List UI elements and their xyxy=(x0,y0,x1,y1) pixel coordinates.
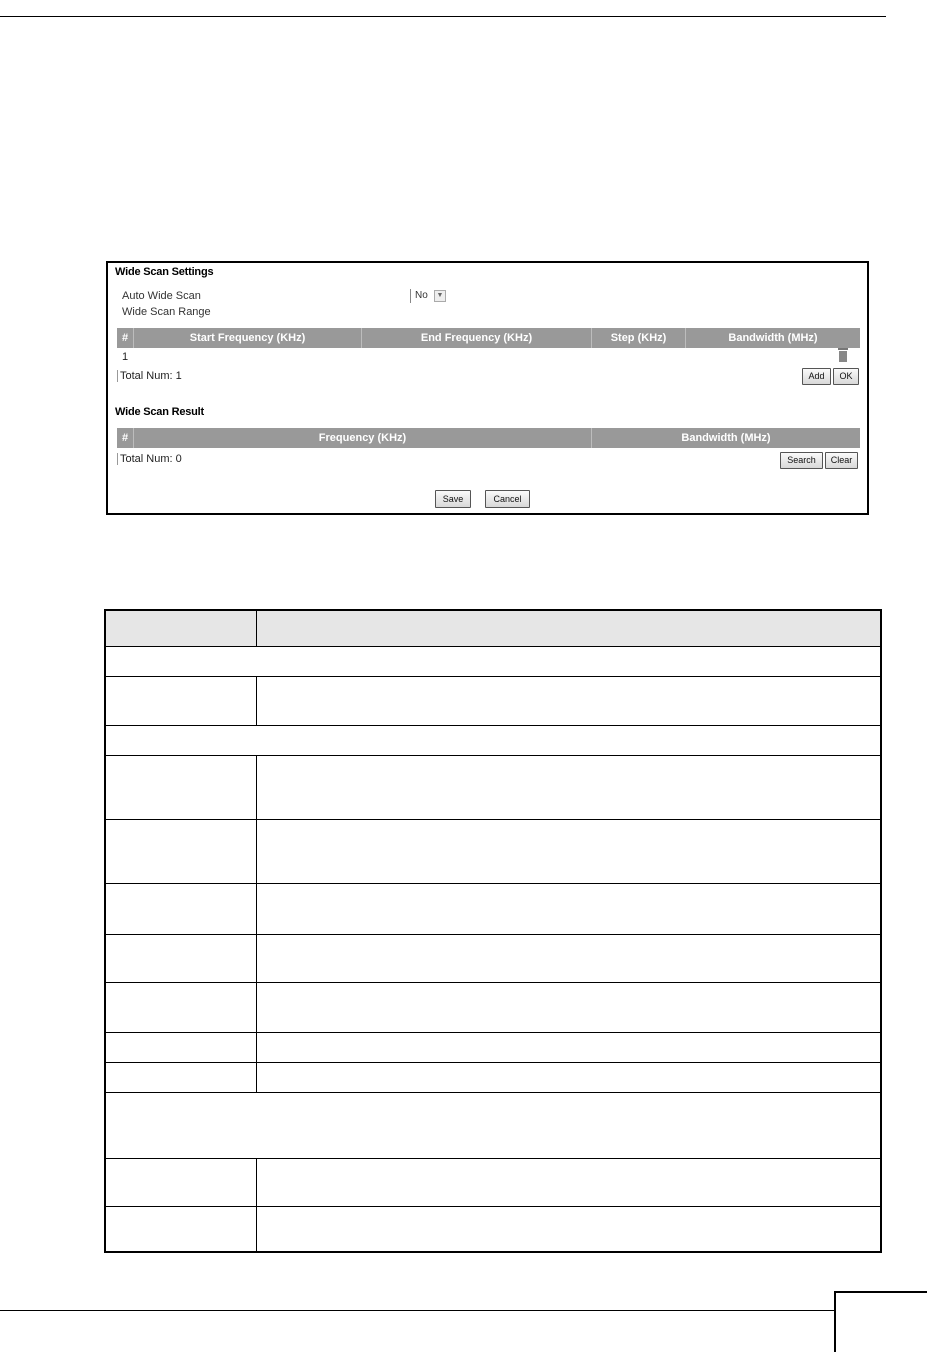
table-row xyxy=(106,935,880,983)
cancel-button[interactable]: Cancel xyxy=(485,490,530,508)
section-row xyxy=(106,647,880,677)
table-row xyxy=(106,1159,880,1207)
col-index: # xyxy=(117,428,134,448)
auto-wide-scan-select[interactable] xyxy=(410,289,446,303)
label-cell xyxy=(106,1159,257,1206)
table-row xyxy=(106,756,880,820)
section-row xyxy=(106,1093,880,1159)
section-row xyxy=(106,726,880,756)
save-button[interactable]: Save xyxy=(435,490,471,508)
col-bandwidth: Bandwidth (MHz) xyxy=(728,332,818,344)
label-cell xyxy=(106,756,257,819)
chevron-down-icon[interactable]: ▼ xyxy=(434,290,446,302)
table-row xyxy=(106,1033,880,1063)
label-cell xyxy=(106,820,257,883)
header-rule xyxy=(0,16,886,17)
col-index: # xyxy=(117,328,134,348)
wide-scan-result-title: Wide Scan Result xyxy=(115,406,205,418)
table-row xyxy=(106,820,880,884)
label-cell xyxy=(106,1033,257,1062)
table-row xyxy=(106,884,880,935)
label-cell xyxy=(106,983,257,1032)
label-cell xyxy=(106,677,257,725)
search-button[interactable]: Search xyxy=(780,452,823,469)
table-row xyxy=(106,677,880,726)
field-description-table xyxy=(104,609,882,1253)
result-total: Total Num: 0 xyxy=(117,453,182,465)
footer-rule xyxy=(0,1310,834,1311)
wide-scan-range-label: Wide Scan Range xyxy=(122,306,211,318)
trash-icon[interactable] xyxy=(838,348,848,362)
col-start-frequency: Start Frequency (KHz) xyxy=(134,328,362,348)
wide-scan-screen xyxy=(106,261,869,515)
clear-button[interactable]: Clear xyxy=(825,452,858,469)
col-end-frequency: End Frequency (KHz) xyxy=(362,328,592,348)
add-button[interactable]: Add xyxy=(802,368,831,385)
table-header-row xyxy=(106,611,880,647)
auto-wide-scan-label: Auto Wide Scan xyxy=(122,290,201,302)
range-table-header xyxy=(117,328,860,348)
col-bandwidth: Bandwidth (MHz) xyxy=(681,432,771,444)
result-table-header xyxy=(117,428,860,448)
auto-wide-scan-value: No xyxy=(415,290,428,301)
range-total: Total Num: 1 xyxy=(117,370,182,382)
label-cell xyxy=(106,935,257,982)
label-cell xyxy=(106,1207,257,1251)
page-number-box xyxy=(834,1291,927,1352)
col-frequency: Frequency (KHz) xyxy=(134,428,592,448)
label-cell xyxy=(106,884,257,934)
range-row-index: 1 xyxy=(122,351,129,363)
table-row xyxy=(106,983,880,1033)
ok-button[interactable]: OK xyxy=(833,368,859,385)
label-column-header xyxy=(106,611,257,646)
table-row xyxy=(106,1207,880,1251)
wide-scan-settings-title: Wide Scan Settings xyxy=(115,266,214,278)
label-cell xyxy=(106,1063,257,1092)
col-step: Step (KHz) xyxy=(592,328,686,348)
table-row xyxy=(106,1063,880,1093)
